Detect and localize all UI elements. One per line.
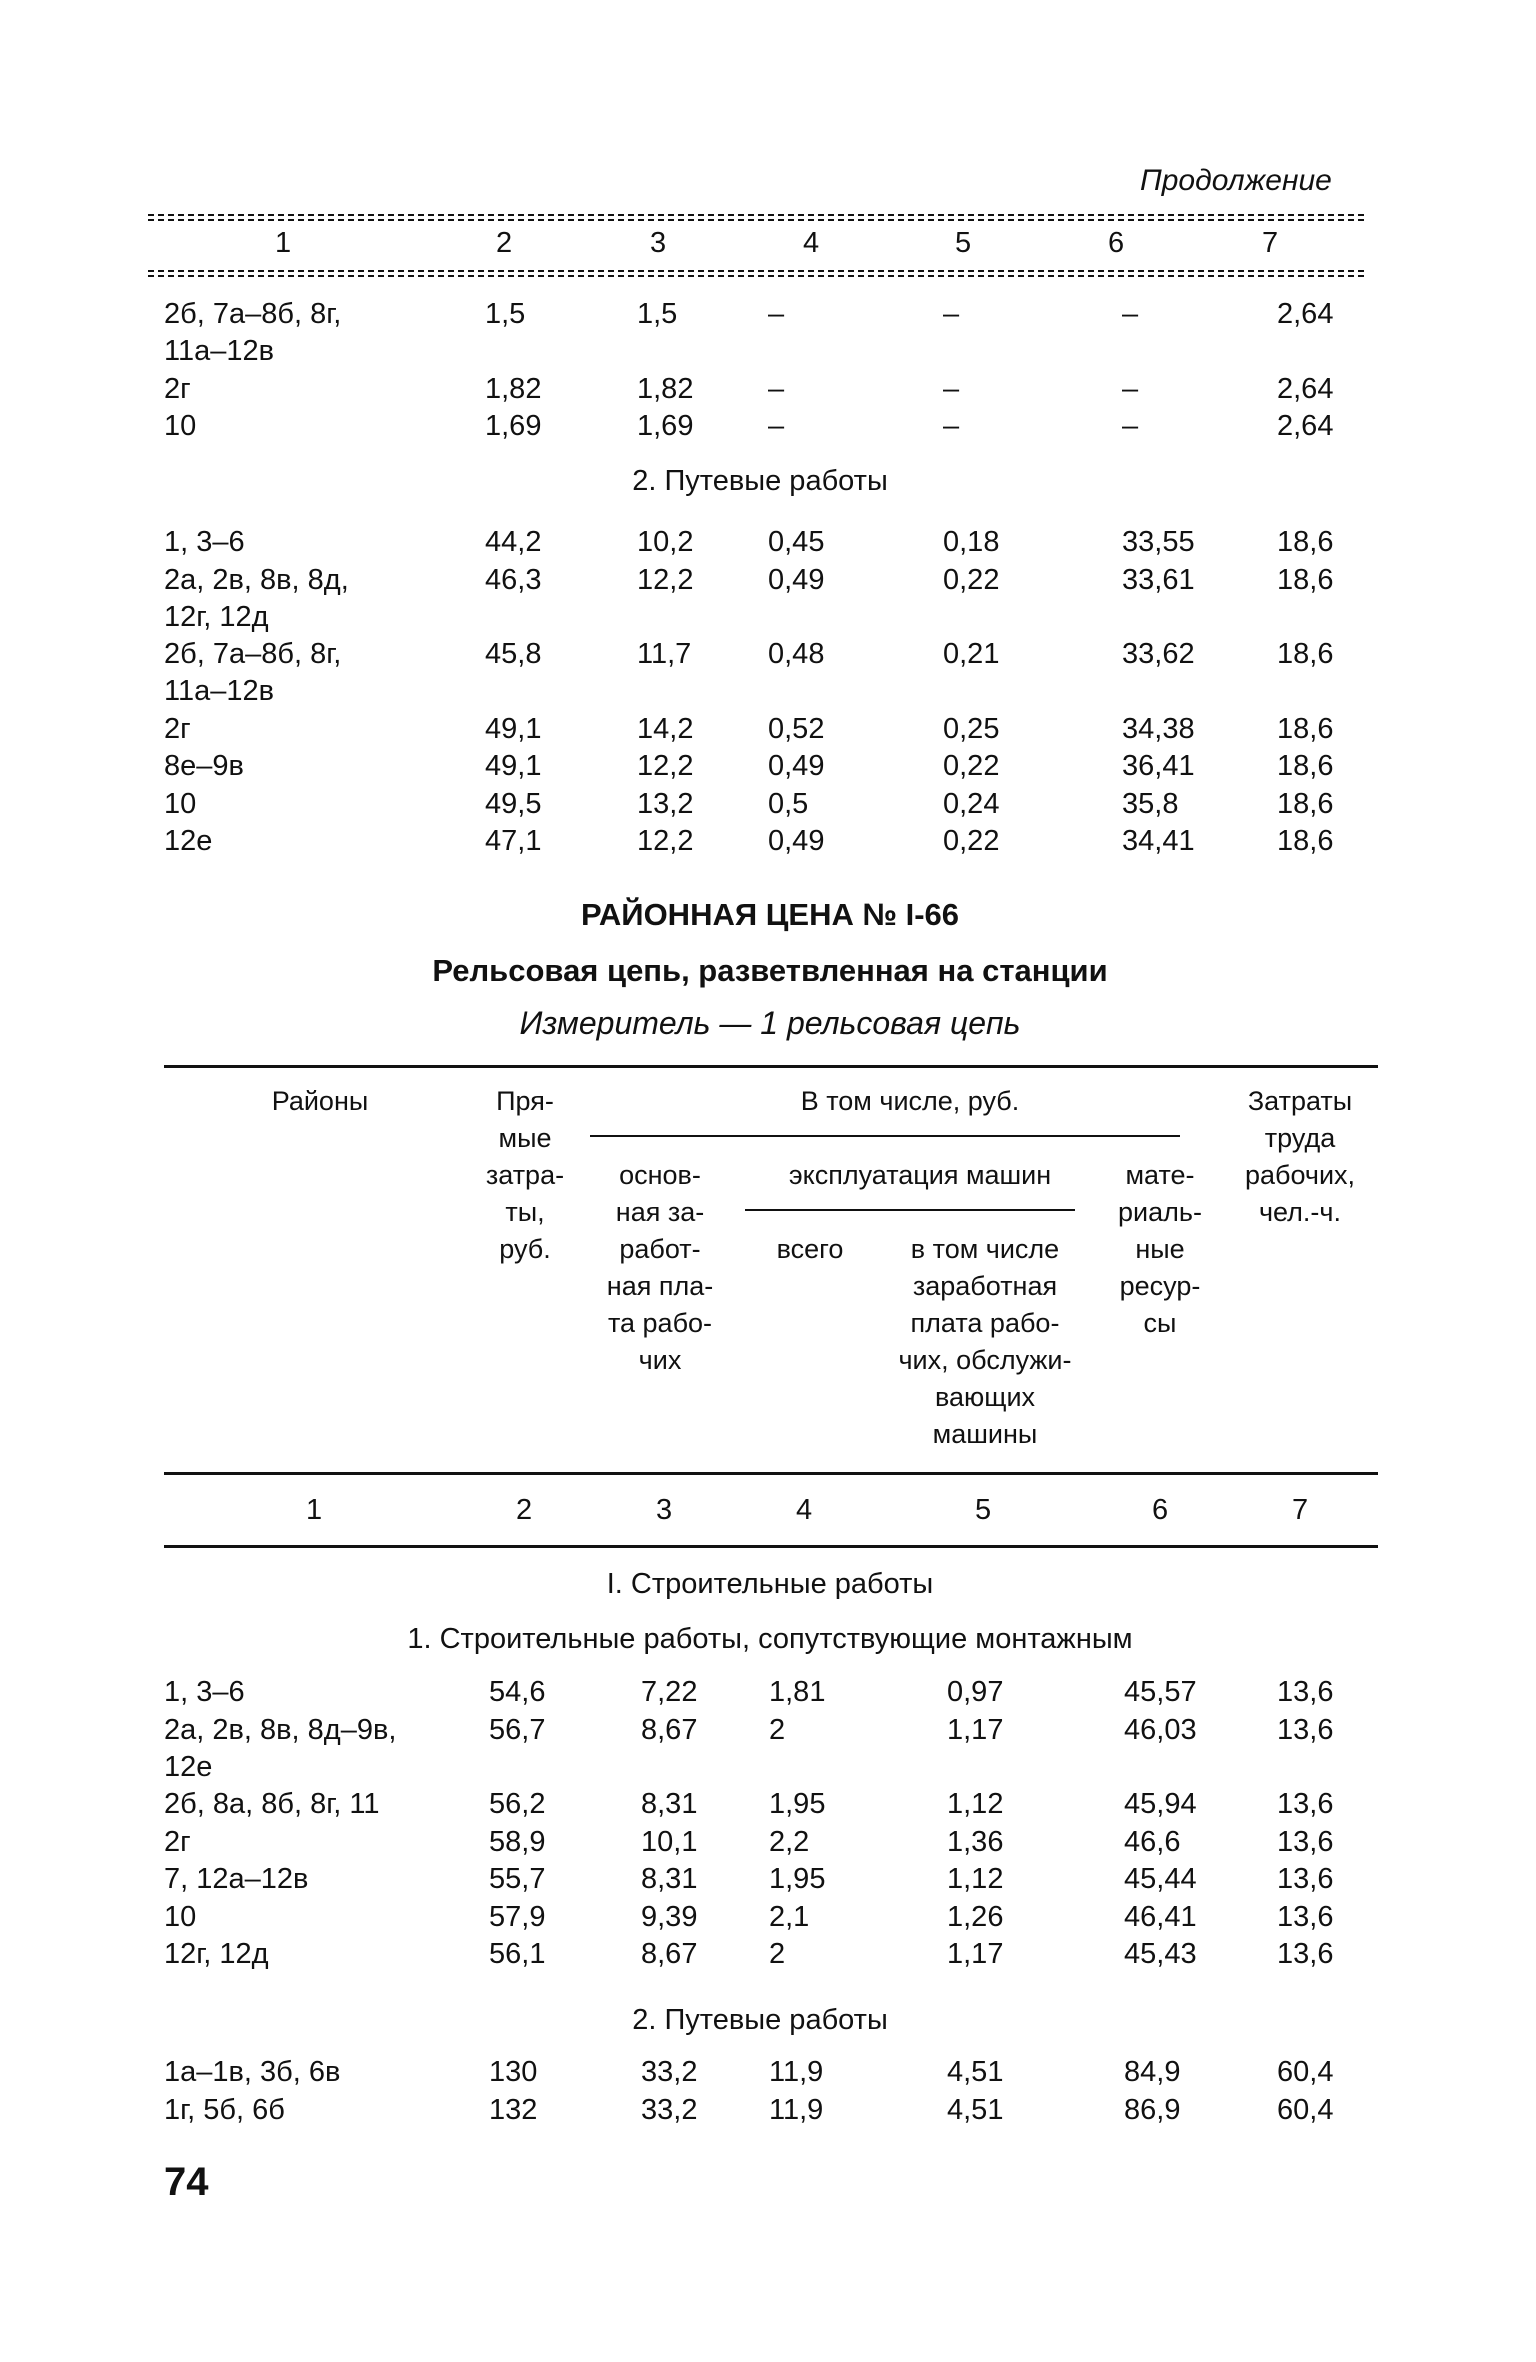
header-top-rule <box>164 1065 1378 1068</box>
region-cell: 1, 3–6 <box>164 1676 245 1708</box>
value-cell: 0,97 <box>947 1676 1004 1708</box>
col-num: 3 <box>650 227 667 259</box>
value-cell: 13,2 <box>637 787 694 820</box>
region-cell: 10 <box>164 410 197 442</box>
header-regions: Районы <box>271 1086 369 1116</box>
header-direct-line: затра- <box>485 1160 565 1190</box>
section-construction: I. Строительные работы <box>606 1568 934 1600</box>
price-subtitle: Рельсовая цепь, разветвленная на станции <box>432 953 1108 988</box>
value-cell: 0,22 <box>943 825 1000 857</box>
col-num: 2 <box>496 227 513 259</box>
region-cell: 10 <box>164 787 197 820</box>
header-labor-line: чел.-ч. <box>1258 1197 1341 1227</box>
region-cell: 8е–9в <box>164 750 244 782</box>
value-cell: – <box>1122 410 1139 442</box>
value-cell: 1,36 <box>947 1825 1004 1858</box>
value-cell: 34,41 <box>1122 825 1195 857</box>
value-cell: 1,5 <box>485 298 526 330</box>
value-cell: – <box>768 410 785 442</box>
price-measure: Измеритель — 1 рельсовая цепь <box>519 1005 1021 1041</box>
value-cell: 45,94 <box>1124 1788 1197 1820</box>
value-cell: – <box>1122 372 1139 405</box>
value-cell: 12,2 <box>637 750 694 782</box>
region-cell: 2б, 8а, 8б, 8г, 11 <box>164 1788 380 1820</box>
value-cell: 49,5 <box>485 787 542 820</box>
value-cell: 1,26 <box>947 1900 1004 1933</box>
value-cell: 13,6 <box>1277 1676 1334 1708</box>
header-materials-line: мате- <box>1125 1160 1195 1190</box>
value-cell: 1,95 <box>769 1863 826 1895</box>
value-cell: 1,17 <box>947 1938 1004 1970</box>
value-cell: 9,39 <box>641 1900 698 1933</box>
header-materials-line: ные <box>1135 1234 1185 1264</box>
header-wage-line: ная за- <box>615 1197 705 1227</box>
header-wage-line: та рабо- <box>607 1308 713 1338</box>
region-cell-continued: 12е <box>164 1750 213 1783</box>
value-cell: 13,6 <box>1277 1900 1334 1933</box>
value-cell: 56,2 <box>489 1788 546 1820</box>
header-machines: эксплуатация машин <box>788 1160 1052 1190</box>
value-cell: 56,7 <box>489 1713 546 1746</box>
numbers-bottom-rule <box>164 1545 1378 1548</box>
value-cell: 0,49 <box>768 750 825 782</box>
header-materials-line: ресур- <box>1119 1271 1201 1301</box>
value-cell: 2,64 <box>1277 410 1334 442</box>
value-cell: 13,6 <box>1277 1713 1334 1746</box>
value-cell: 8,67 <box>641 1713 698 1746</box>
value-cell: 0,49 <box>768 563 825 596</box>
value-cell: 13,6 <box>1277 1938 1334 1970</box>
region-cell-continued: 11а–12в <box>164 335 275 367</box>
value-cell: 0,48 <box>768 638 825 670</box>
value-cell: 34,38 <box>1122 712 1195 745</box>
value-cell: 2,64 <box>1277 298 1334 330</box>
header-total: всего <box>776 1234 844 1264</box>
value-cell: 60,4 <box>1277 2093 1334 2126</box>
value-cell: 2 <box>769 1713 786 1746</box>
value-cell: 46,6 <box>1124 1825 1181 1858</box>
value-cell: 18,6 <box>1277 825 1334 857</box>
value-cell: 18,6 <box>1277 526 1334 558</box>
value-cell: 45,44 <box>1124 1863 1197 1895</box>
value-cell: 8,31 <box>641 1788 698 1820</box>
value-cell: 1,81 <box>769 1676 826 1708</box>
value-cell: 18,6 <box>1277 750 1334 782</box>
value-cell: 54,6 <box>489 1676 546 1708</box>
region-cell: 1г, 5б, 6б <box>164 2093 285 2126</box>
col-num: 5 <box>975 1494 992 1526</box>
value-cell: 0,22 <box>943 750 1000 782</box>
top-rule-1 <box>148 214 1364 216</box>
value-cell: 46,03 <box>1124 1713 1197 1746</box>
price-title: РАЙОННАЯ ЦЕНА № I-66 <box>580 897 960 932</box>
value-cell: 4,51 <box>947 2093 1004 2126</box>
value-cell: 0,25 <box>943 712 1000 745</box>
section-track-works-2: 2. Путевые работы <box>632 2004 888 2036</box>
value-cell: – <box>943 298 960 330</box>
value-cell: 33,55 <box>1122 526 1195 558</box>
continuation-label: Продолжение <box>1140 164 1332 197</box>
value-cell: 1,82 <box>637 372 694 405</box>
header-materials-line: риаль- <box>1118 1197 1202 1227</box>
header-direct-line: руб. <box>499 1234 551 1264</box>
value-cell: 56,1 <box>489 1938 546 1970</box>
region-cell: 7, 12а–12в <box>164 1863 309 1895</box>
region-cell: 2г <box>164 372 191 405</box>
value-cell: 46,3 <box>485 563 542 596</box>
value-cell: 0,22 <box>943 563 1000 596</box>
region-cell: 10 <box>164 1900 197 1933</box>
value-cell: 45,57 <box>1124 1676 1197 1708</box>
header-materials <box>1100 1157 1220 1342</box>
value-cell: – <box>768 298 785 330</box>
value-cell: 44,2 <box>485 526 542 558</box>
col-num: 1 <box>275 227 292 259</box>
top-rule-1b <box>148 219 1364 221</box>
value-cell: 1,12 <box>947 1788 1004 1820</box>
header-labor-line: труда <box>1264 1123 1336 1153</box>
value-cell: 2,2 <box>769 1825 810 1858</box>
value-cell: 11,9 <box>769 2056 824 2088</box>
value-cell: 10,2 <box>637 526 694 558</box>
col-num: 5 <box>955 227 972 259</box>
region-cell: 2б, 7а–8б, 8г, <box>164 298 342 330</box>
section-track-works-1: 2. Путевые работы <box>632 465 888 497</box>
value-cell: 13,6 <box>1277 1863 1334 1895</box>
value-cell: 33,2 <box>641 2056 698 2088</box>
header-incl-wage-line: чих, обслужи- <box>898 1345 1072 1375</box>
col-num: 4 <box>796 1494 813 1526</box>
region-cell-continued: 12г, 12д <box>164 600 269 633</box>
region-cell: 2а, 2в, 8в, 8д–9в, <box>164 1713 397 1746</box>
header-incl-wage-line: вающих <box>934 1382 1036 1412</box>
value-cell: 11,9 <box>769 2093 824 2126</box>
value-cell: 1,69 <box>485 410 542 442</box>
value-cell: 0,5 <box>768 787 809 820</box>
header-machines-rule <box>745 1209 1075 1211</box>
region-cell: 12е <box>164 825 213 857</box>
value-cell: 45,8 <box>485 638 542 670</box>
value-cell: 7,22 <box>641 1676 698 1708</box>
header-wage-line: основ- <box>619 1160 701 1190</box>
value-cell: 8,31 <box>641 1863 698 1895</box>
value-cell: 47,1 <box>485 825 542 857</box>
header-labor-line: рабочих, <box>1244 1160 1356 1190</box>
header-labor-line: Затраты <box>1247 1086 1353 1116</box>
value-cell: 33,62 <box>1122 638 1195 670</box>
value-cell: 1,95 <box>769 1788 826 1820</box>
value-cell: 0,52 <box>768 712 825 745</box>
col-num: 1 <box>306 1494 323 1526</box>
value-cell: 60,4 <box>1277 2056 1334 2088</box>
value-cell: 0,24 <box>943 787 1000 820</box>
header-labor <box>1220 1083 1380 1231</box>
header-wage-line: чих <box>638 1345 682 1375</box>
header-wage-line: работ- <box>619 1234 701 1264</box>
value-cell: 1,69 <box>637 410 694 442</box>
value-cell: 33,61 <box>1122 563 1195 596</box>
value-cell: 2,64 <box>1277 372 1334 405</box>
header-incl-wage-line: машины <box>932 1419 1038 1449</box>
region-cell: 2а, 2в, 8в, 8д, <box>164 563 349 596</box>
region-cell: 2б, 7а–8б, 8г, <box>164 638 342 670</box>
header-incl: В том числе, руб. <box>800 1086 1020 1116</box>
value-cell: 13,6 <box>1277 1788 1334 1820</box>
header-incl-wage-line: плата рабо- <box>910 1308 1060 1338</box>
value-cell: 18,6 <box>1277 563 1334 596</box>
col-num: 7 <box>1292 1494 1309 1526</box>
value-cell: 2,1 <box>769 1900 810 1933</box>
header-direct-line: Пря- <box>496 1086 554 1116</box>
value-cell: 33,2 <box>641 2093 698 2126</box>
header-incl-wage-line: в том числе <box>910 1234 1060 1264</box>
value-cell: – <box>768 372 785 405</box>
page-number: 74 <box>164 2160 209 2204</box>
value-cell: 46,41 <box>1124 1900 1197 1933</box>
value-cell: – <box>943 372 960 405</box>
region-cell-continued: 11а–12в <box>164 675 275 707</box>
value-cell: 4,51 <box>947 2056 1004 2088</box>
top-rule-2 <box>148 270 1364 272</box>
header-direct-line: ты, <box>505 1197 545 1227</box>
col-num: 2 <box>516 1494 533 1526</box>
header-wage <box>590 1157 730 1379</box>
value-cell: 0,18 <box>943 526 1000 558</box>
value-cell: 130 <box>489 2056 538 2088</box>
value-cell: 12,2 <box>637 563 694 596</box>
col-num: 6 <box>1108 227 1125 259</box>
value-cell: 2 <box>769 1938 786 1970</box>
value-cell: 8,67 <box>641 1938 698 1970</box>
value-cell: 18,6 <box>1277 638 1334 670</box>
value-cell: 1,82 <box>485 372 542 405</box>
value-cell: 1,17 <box>947 1713 1004 1746</box>
value-cell: 84,9 <box>1124 2056 1181 2088</box>
value-cell: 12,2 <box>637 825 694 857</box>
value-cell: – <box>943 410 960 442</box>
value-cell: – <box>1122 298 1139 330</box>
value-cell: 0,49 <box>768 825 825 857</box>
header-wage-line: ная пла- <box>606 1271 714 1301</box>
header-direct-line: мые <box>498 1123 552 1153</box>
value-cell: 132 <box>489 2093 538 2126</box>
header-incl-rule <box>590 1135 1180 1137</box>
value-cell: 11,7 <box>637 638 692 670</box>
value-cell: 58,9 <box>489 1825 546 1858</box>
header-incl-wage <box>870 1231 1100 1453</box>
value-cell: 10,1 <box>641 1825 698 1858</box>
value-cell: 14,2 <box>637 712 694 745</box>
value-cell: 36,41 <box>1122 750 1195 782</box>
region-cell: 2г <box>164 712 191 745</box>
value-cell: 13,6 <box>1277 1825 1334 1858</box>
header-bottom-rule <box>164 1472 1378 1475</box>
value-cell: 55,7 <box>489 1863 546 1895</box>
value-cell: 57,9 <box>489 1900 546 1933</box>
col-num: 3 <box>656 1494 673 1526</box>
value-cell: 1,12 <box>947 1863 1004 1895</box>
region-cell: 1а–1в, 3б, 6в <box>164 2056 341 2088</box>
value-cell: 86,9 <box>1124 2093 1181 2126</box>
section-construction-assembly: 1. Строительные работы, сопутствующие монтажным <box>407 1623 1133 1655</box>
value-cell: 1,5 <box>637 298 678 330</box>
region-cell: 2г <box>164 1825 191 1858</box>
value-cell: 35,8 <box>1122 787 1179 820</box>
value-cell: 0,21 <box>943 638 1000 670</box>
col-num: 6 <box>1152 1494 1169 1526</box>
region-cell: 1, 3–6 <box>164 526 245 558</box>
value-cell: 49,1 <box>485 712 542 745</box>
col-num: 4 <box>803 227 820 259</box>
value-cell: 45,43 <box>1124 1938 1197 1970</box>
value-cell: 18,6 <box>1277 712 1334 745</box>
value-cell: 0,45 <box>768 526 825 558</box>
header-materials-line: сы <box>1143 1308 1177 1338</box>
top-rule-2b <box>148 275 1364 277</box>
value-cell: 49,1 <box>485 750 542 782</box>
header-incl-wage-line: заработная <box>912 1271 1058 1301</box>
value-cell: 18,6 <box>1277 787 1334 820</box>
col-num: 7 <box>1262 227 1279 259</box>
header-direct <box>470 1083 580 1268</box>
region-cell: 12г, 12д <box>164 1938 269 1970</box>
